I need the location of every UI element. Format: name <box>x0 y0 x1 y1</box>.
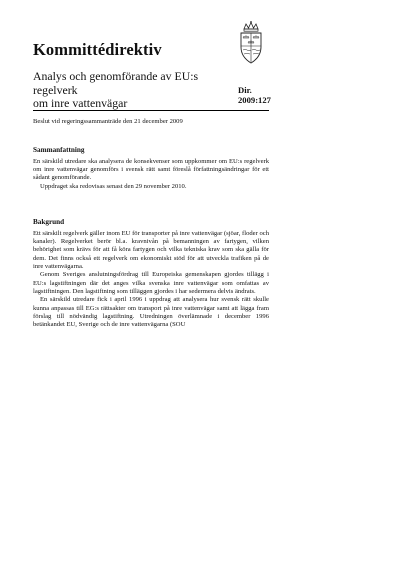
directive-label: Dir. <box>238 85 252 95</box>
header-divider <box>33 110 269 111</box>
swedish-coat-of-arms-icon <box>233 20 269 66</box>
title-line-1: Analys och genomförande av EU:s regelverk <box>33 69 199 97</box>
background-paragraph-3: En särskild utredare fick i april 1996 i uppdrag att analysera hur svensk rätt skulle kunna anpassas till EG:s rättsakter om transport på inre vattenvägar samt att lägga fram förslag till nödvändig lagstiftning. Utredningen överlämnade i december 1996 betänkandet EU, Sverige och de inre vattenvägarna (SOU <box>33 296 269 329</box>
directive-number: 2009:127 <box>238 95 271 105</box>
summary-section <box>33 146 269 191</box>
directive-reference <box>238 85 271 105</box>
summary-paragraph-2: Uppdraget ska redovisas senast den 29 november 2010. <box>40 182 187 190</box>
background-heading: Bakgrund <box>33 218 65 226</box>
background-paragraph-1: Ett särskilt regelverk gäller inom EU för transporter på inre vattenvägar (sjöar, floder och kanaler). Regelverket berör bl.a. kravnivån på bemanningen av fartygen, vilken behörighet som krävs för att få köra fartygen och vilka tekniska krav som ska gälla för dem. Det finns också ett regelverk om ekonomiskt stöd för att utveckla trafiken på de inre vattenvägarna. <box>33 229 269 270</box>
decision-line: Beslut vid regeringssammanträde den 21 december 2009 <box>33 118 183 125</box>
summary-heading: Sammanfattning <box>33 146 85 154</box>
background-paragraph-2: Genom Sveriges anslutningsfördrag till Europeiska gemenskapen gjordes tillägg i EU:s lagstiftningen där det anges vilka svenska inre vattenvägar som omfattas av lagstiftningen. Den lagstiftning som tilläggen gjordes i har sedermera delvis ändrats. <box>33 271 269 295</box>
document-title <box>33 70 223 111</box>
summary-paragraph-1: En särskild utredare ska analysera de konsekvenser som uppkommer om EU:s regelverk om inre vattenvägar genomförs i svensk rätt samt föreslå författningsändringar för ett sådant genomförande. <box>33 157 269 182</box>
document-type-heading: Kommittédirektiv <box>33 40 162 59</box>
background-section <box>33 218 269 330</box>
title-line-2: om inre vattenvägar <box>33 96 128 110</box>
